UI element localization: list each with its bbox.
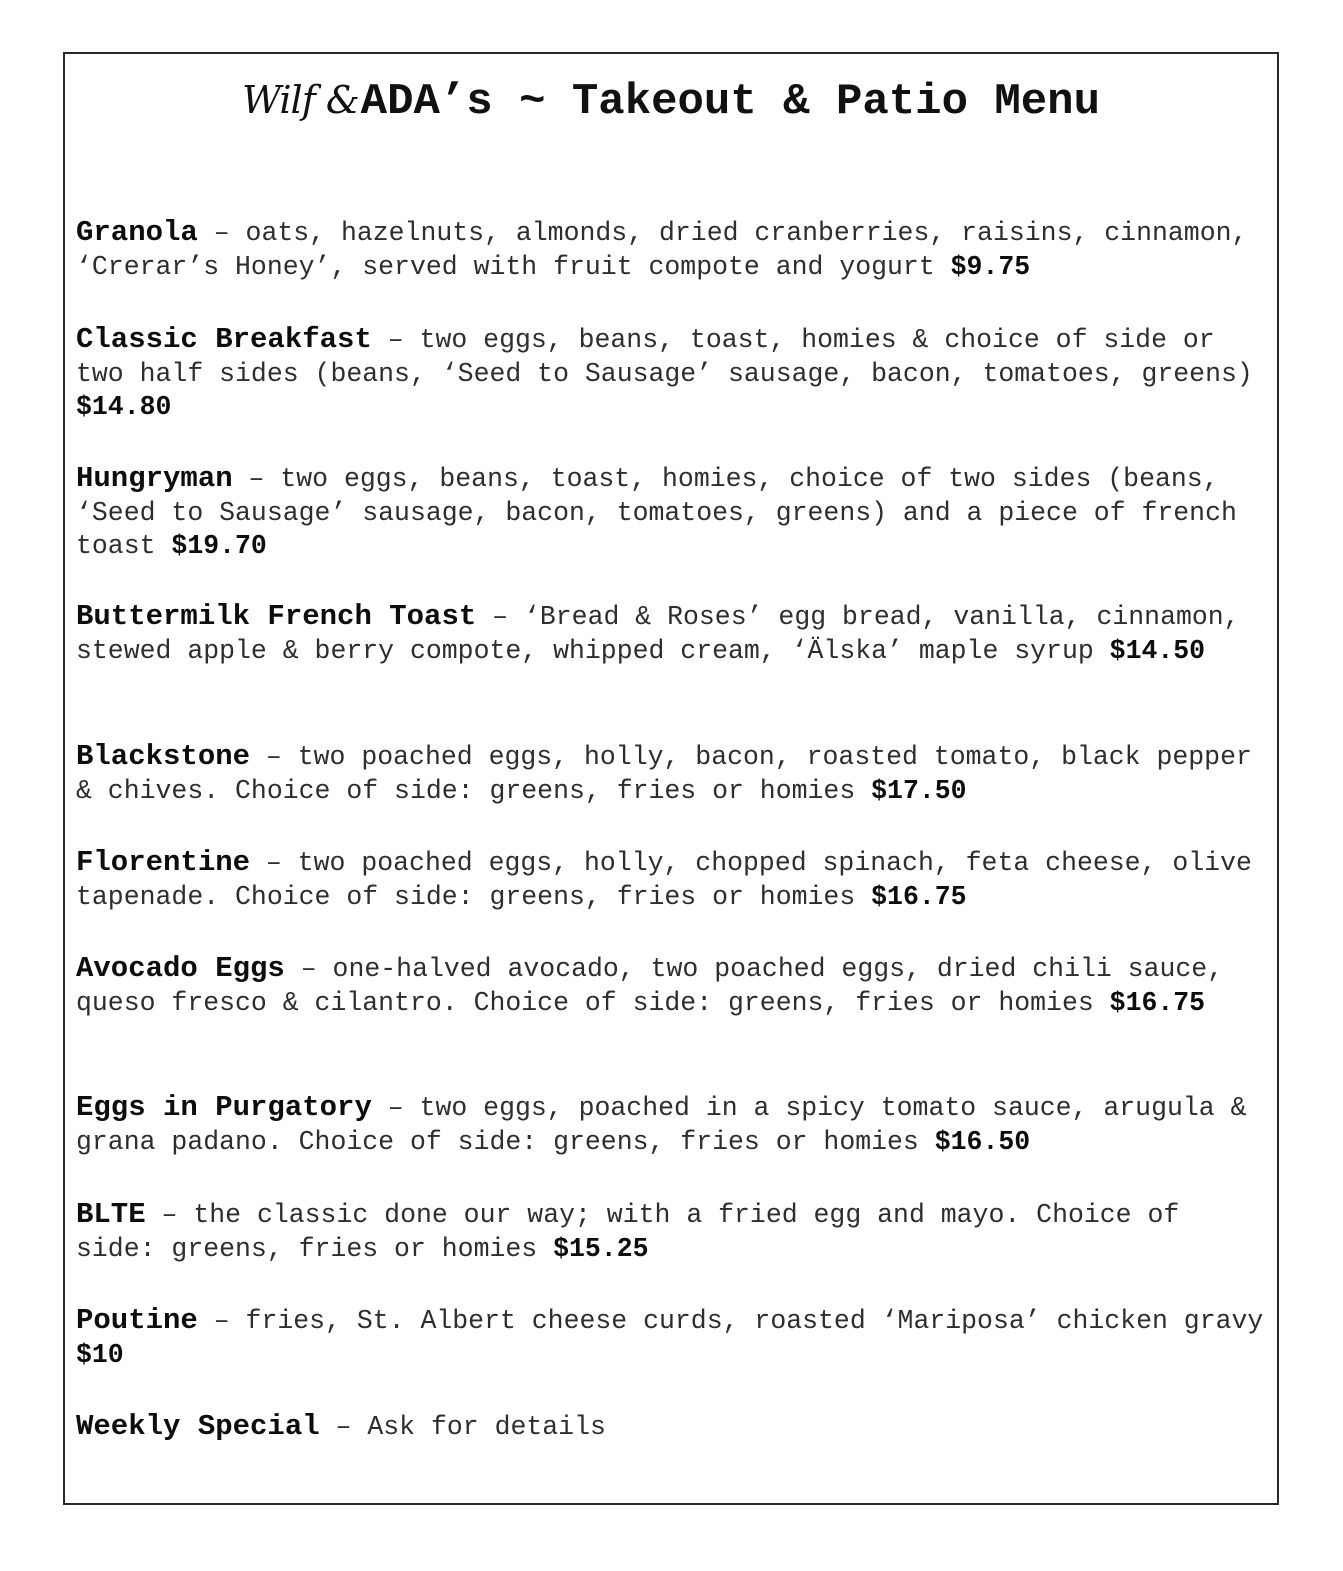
menu-item-name: Blackstone bbox=[76, 740, 251, 773]
menu-item-description: – two eggs, poached in a spicy tomato sauce, arugula & grana padano. Choice of side: greens, fries or homies bbox=[76, 1093, 1247, 1157]
menu-item-name: BLTE bbox=[76, 1198, 146, 1231]
menu-item-description: – two eggs, beans, toast, homies & choice of side or two half sides (beans, ‘Seed to Sausage’ sausage, bacon, tomatoes, greens) bbox=[76, 325, 1253, 389]
logo: Wilf & bbox=[242, 78, 359, 122]
menu-item bbox=[76, 1091, 1268, 1159]
menu-item-name: Florentine bbox=[76, 846, 251, 879]
menu-item-description: – Ask for details bbox=[319, 1412, 606, 1442]
menu-item bbox=[76, 1410, 1268, 1445]
menu-item-name: Avocado Eggs bbox=[76, 952, 285, 985]
menu-item bbox=[76, 323, 1268, 425]
menu-item-price: $14.50 bbox=[1109, 635, 1206, 666]
menu-item-name: Classic Breakfast bbox=[76, 323, 372, 356]
menu-item bbox=[76, 846, 1268, 914]
menu-item-description: – oats, hazelnuts, almonds, dried cranberries, raisins, cinnamon, ‘Crerar’s Honey’, served with fruit compote and yogurt bbox=[76, 218, 1248, 282]
menu-item-price: $16.75 bbox=[871, 881, 967, 912]
menu-frame bbox=[63, 52, 1279, 1505]
menu-item bbox=[76, 1198, 1268, 1266]
menu-item bbox=[76, 1304, 1268, 1372]
menu-item-description: – fries, St. Albert cheese curds, roasted ‘Mariposa’ chicken gravy bbox=[197, 1306, 1264, 1336]
menu-item-name: Eggs in Purgatory bbox=[76, 1091, 372, 1124]
menu-item-description: – the classic done our way; with a fried egg and mayo. Choice of side: greens, fries or homies bbox=[76, 1200, 1180, 1264]
title-text: ADA’s ~ Takeout & Patio Menu bbox=[360, 77, 1100, 127]
menu-item-description: – two poached eggs, holly, chopped spinach, feta cheese, olive tapenade. Choice of side: greens, fries or homies bbox=[76, 848, 1252, 912]
menu-item-price: $16.50 bbox=[934, 1126, 1031, 1157]
menu-item-price: $16.75 bbox=[1109, 987, 1206, 1018]
menu-item-price: $9.75 bbox=[950, 251, 1031, 282]
menu-item-description: – two eggs, beans, toast, homies, choice of two sides (beans, ‘Seed to Sausage’ sausage, bacon, tomatoes, greens) and a piece of french toast bbox=[76, 464, 1237, 561]
menu-item bbox=[76, 462, 1268, 564]
menu-item-name: Weekly Special bbox=[76, 1410, 320, 1443]
menu-item-description: – one-halved avocado, two poached eggs, dried chili sauce, queso fresco & cilantro. Choice of side: greens, fries or homies bbox=[76, 954, 1224, 1018]
menu-item-price: $19.70 bbox=[171, 531, 267, 561]
menu-item-description: – two poached eggs, holly, bacon, roasted tomato, black pepper & chives. Choice of side: greens, fries or homies bbox=[76, 742, 1252, 806]
menu-item bbox=[76, 740, 1268, 808]
menu-item-name: Granola bbox=[76, 216, 198, 249]
menu-item bbox=[76, 216, 1268, 284]
menu-item-price: $10 bbox=[76, 1339, 124, 1370]
menu-item-price: $15.25 bbox=[553, 1233, 649, 1264]
menu-item-name: Poutine bbox=[76, 1304, 198, 1337]
menu-item-name: Buttermilk French Toast bbox=[76, 600, 477, 633]
page-title bbox=[65, 76, 1277, 126]
menu-item bbox=[76, 952, 1268, 1020]
menu-item bbox=[76, 600, 1268, 668]
menu-item-name: Hungryman bbox=[76, 462, 233, 495]
menu-item-price: $17.50 bbox=[871, 775, 967, 806]
menu-item-price: $14.80 bbox=[76, 392, 172, 422]
menu-item-description: – ‘Bread & Roses’ egg bread, vanilla, cinnamon, stewed apple & berry compote, whipped cream, ‘Älska’ maple syrup bbox=[76, 602, 1240, 666]
